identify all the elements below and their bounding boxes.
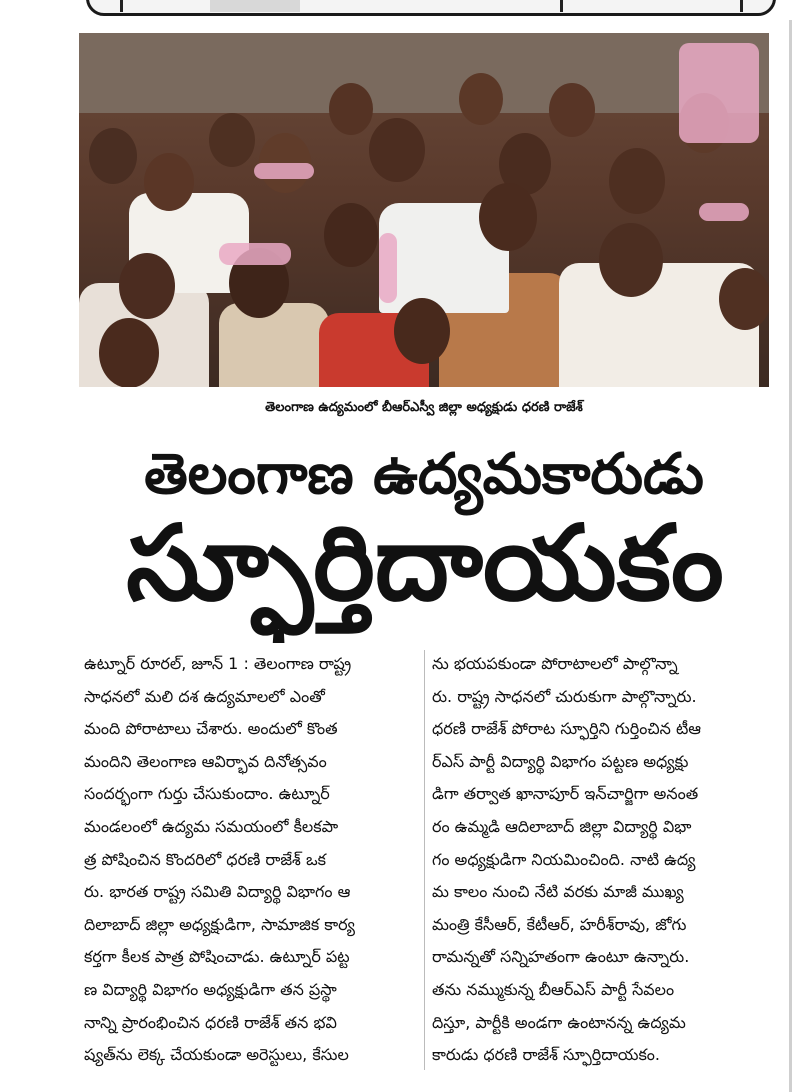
article-line: రు. రాష్ట్ర సాధనలో చురుకుగా పాల్గొన్నారు. [432,686,697,706]
group-photo [79,33,769,387]
article-line: ర్ఎస్ పార్టీ విద్యార్థి విభాగం పట్టణ అధ్యక్షు [432,751,689,771]
article-line: మందిని తెలంగాణ ఆవిర్భావ దినోత్సవం [84,751,327,771]
article-left-column [84,648,414,1072]
article-line: తను నమ్ముకున్న బీఆర్ఎస్ పార్టీ సేవలం [432,979,675,999]
article-line: కారుడు ధరణి రాజేశ్ స్ఫూర్తిదాయకం. [432,1045,661,1065]
photo-head [209,113,255,167]
photo-head [549,83,595,137]
photo-head [89,128,137,184]
article-line: ఉట్నూర్ రూరల్, జూన్ 1 : తెలంగాణ రాష్ట్ర [84,654,352,673]
article-line: మ కాలం నుంచి నేటి వరకు మాజీ ముఖ్య [432,882,684,902]
article-line: ణ విద్యార్థి విభాగం అధ్యక్షుడిగా తన ప్రస్థా [84,979,337,999]
article-line: త్ర పోషించిన కొందరిలో ధరణి రాజేశ్ ఒక [84,849,326,869]
photo-scarf [219,243,291,265]
headline-line-1: తెలంగాణ ఉద్యమకారుడు [144,442,704,507]
article-line: రం ఉమ్మడి ఆదిలాబాద్ జిల్లా విద్యార్థి విభా [432,816,692,836]
article-line: రు. భారత రాష్ట్ర సమితి విద్యార్థి విభాగం ఆ [84,882,351,902]
article-line: మంత్రి కేసీఆర్, కేటీఆర్, హరీశ్‌రావు, జోగు [432,914,687,934]
article-line: ధరణి రాజేశ్ పోరాట స్ఫూర్తిని గుర్తించిన టీఆ [432,719,702,739]
page-top-frame [0,0,800,22]
headline-line-2: స్ఫూర్తిదాయకం [126,502,724,624]
photo-head [394,298,450,364]
article-line: గం అధ్యక్షుడిగా నియమించింది. నాటి ఉద్య [432,849,696,869]
photo-head [119,253,175,319]
photo-head [329,83,373,135]
photo-head [459,73,503,125]
photo-head [719,268,769,330]
photo-figure [219,303,329,387]
article-line: మండలంలో ఉద్యమ సమయంలో కీలకపా [84,816,339,836]
article-line: దిస్తూ, పార్టీకి అండగా ఉంటానన్న ఉద్యమ [432,1012,686,1032]
photo-scarf [254,163,314,179]
article-line: సాధనలో మలి దశ ఉద్యమాలలో ఎంతో [84,686,325,706]
photo-head [609,148,665,214]
photo-caption: తెలంగాణ ఉద్యమంలో బీఆర్ఎస్వీ జిల్లా అధ్యక్షుడు ధరణి రాజేశ్ [265,400,583,415]
photo-head [599,223,663,297]
article-line: డిగా తర్వాత ఖానాపూర్ ఇన్‌చార్జిగా అనంత [432,784,699,804]
photo-head [369,118,425,182]
article-line: మంది పోరాటాలు చేశారు. అందులో కొంత [84,719,338,739]
frame-bar [86,0,776,16]
photo-head [99,318,159,387]
photo-scarf [379,233,397,303]
article-right-column [432,648,770,1072]
article-line: రామన్నతో సన్నిహతంగా ఉంటూ ఉన్నారు. [432,947,690,967]
photo-head [144,153,194,211]
article-line: ను భయపకుండా పోరాటాలలో పాల్గొన్నా [432,654,678,673]
frame-strip [210,0,300,12]
article-line: నాన్ని ప్రారంభించిన ధరణి రాజేశ్ తన భవి [84,1012,337,1032]
frame-tick [560,0,563,12]
photo-scarf [699,203,749,221]
frame-tick [740,0,743,12]
photo-head [324,203,378,267]
photo-head [479,183,537,251]
frame-tick [120,0,123,12]
article-line: కర్తగా కీలక పాత్ర పోషించాడు. ఉట్నూర్ పట్ట [84,947,350,967]
column-divider [424,650,425,1070]
photo-scarf [679,43,759,143]
photo-background [79,33,769,113]
article-line: సందర్భంగా గుర్తు చేసుకుందాం. ఉట్నూర్ [84,784,330,804]
article-line: దిలాబాద్ జిల్లా అధ్యక్షుడిగా, సామాజిక కార్య [84,914,355,934]
article-line: ష్యత్‌ను లెక్క చేయకుండా అరెస్టులు, కేసుల [84,1045,349,1065]
